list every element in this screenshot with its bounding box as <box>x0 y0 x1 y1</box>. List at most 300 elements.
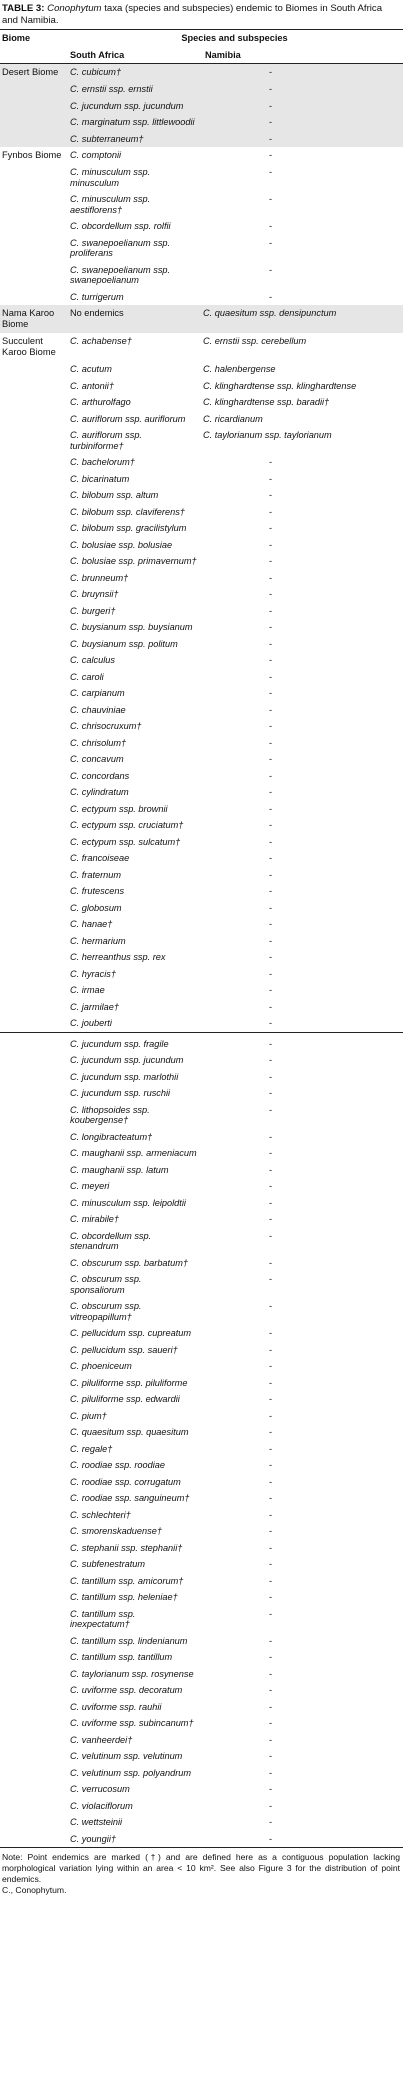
biome-cell: Succulent Karoo Biome <box>2 336 56 357</box>
namibia-taxon: - <box>269 194 273 204</box>
biome-cell <box>0 1682 66 1699</box>
table-row <box>0 1556 403 1573</box>
namibia-taxon: - <box>269 1181 273 1191</box>
table-row <box>0 1682 403 1699</box>
namibia-taxon: - <box>269 1148 273 1158</box>
south-africa-taxon: C. arthurolfago <box>70 397 131 407</box>
namibia-taxon: - <box>269 836 273 847</box>
south-africa-taxon: C. violaciflorum <box>70 1800 133 1811</box>
biome-cell <box>0 685 66 702</box>
south-africa-taxon: C. comptonii <box>70 150 122 160</box>
south-africa-taxon: C. cylindratum <box>70 787 129 797</box>
south-africa-taxon: C. obcordellum ssp. rolfii <box>70 221 171 231</box>
biome-cell <box>0 1069 66 1086</box>
biome-cell <box>0 1178 66 1195</box>
namibia-taxon: - <box>269 968 273 979</box>
biome-cell <box>0 1325 66 1342</box>
table-row <box>0 1715 403 1732</box>
namibia-taxon: - <box>269 264 273 275</box>
south-africa-taxon: C. acutum <box>70 364 112 374</box>
biome-cell <box>0 1228 66 1255</box>
biome-cell <box>0 1606 66 1633</box>
south-africa-taxon: C. chrisocruxum† <box>70 721 142 731</box>
south-africa-taxon: C. piluliforme ssp. edwardii <box>70 1394 180 1404</box>
namibia-taxon: - <box>269 221 273 231</box>
south-africa-taxon: C. ectypum ssp. sulcatum† <box>70 836 181 847</box>
biome-cell <box>0 1271 66 1298</box>
table-row <box>0 378 403 395</box>
biome-cell <box>0 817 66 834</box>
namibia-taxon: - <box>269 869 273 880</box>
table-row <box>0 1145 403 1162</box>
namibia-taxon: - <box>199 98 403 115</box>
table-row <box>0 685 403 702</box>
namibia-taxon: - <box>269 1608 273 1619</box>
biome-cell <box>0 1781 66 1798</box>
namibia-taxon: - <box>269 473 273 484</box>
table-row <box>0 1540 403 1557</box>
caption-label: TABLE 3: <box>2 3 45 14</box>
biome-cell <box>0 949 66 966</box>
header-species-group: Species and subspecies <box>66 30 403 47</box>
namibia-taxon: - <box>269 919 273 929</box>
south-africa-taxon: C. hermarium <box>70 935 126 946</box>
table-row <box>0 427 403 454</box>
biome-cell <box>0 1129 66 1146</box>
biome-cell <box>0 883 66 900</box>
namibia-taxon: - <box>269 952 273 962</box>
header-row-1 <box>0 30 403 47</box>
table-row <box>0 570 403 587</box>
biome-cell <box>0 378 66 395</box>
biome-cell <box>0 1391 66 1408</box>
table-row <box>0 751 403 768</box>
namibia-taxon: - <box>269 721 273 731</box>
namibia-taxon: - <box>269 167 273 177</box>
namibia-taxon: - <box>199 114 403 131</box>
table-row <box>0 636 403 653</box>
biome-cell <box>0 1490 66 1507</box>
table-row <box>0 147 403 164</box>
table-row <box>0 1633 403 1650</box>
biome-cell <box>0 586 66 603</box>
table-row <box>0 1589 403 1606</box>
namibia-taxon: - <box>269 754 273 764</box>
table-row <box>0 768 403 785</box>
header-row-2 <box>0 47 403 64</box>
table-row <box>0 1814 403 1831</box>
biome-cell <box>0 1457 66 1474</box>
table-row <box>0 1699 403 1716</box>
south-africa-taxon: C. roodiae ssp. roodiae <box>70 1460 165 1470</box>
south-africa-taxon: C. burgeri† <box>70 605 116 616</box>
south-africa-taxon: C. roodiae ssp. sanguineum† <box>70 1493 190 1503</box>
namibia-taxon: C. ernstii ssp. cerebellum <box>203 336 307 346</box>
biome-cell <box>0 1474 66 1491</box>
namibia-taxon: - <box>269 803 273 814</box>
table-row <box>0 1178 403 1195</box>
south-africa-taxon: C. francoiseae <box>70 853 130 863</box>
namibia-taxon: C. klinghardtense ssp. klinghardtense <box>203 380 357 391</box>
south-africa-taxon: C. tantillum ssp. inexpectatum† <box>70 1608 136 1629</box>
biome-cell <box>0 1715 66 1732</box>
south-africa-taxon: C. fraternum <box>70 869 122 880</box>
biome-cell <box>0 850 66 867</box>
biome-cell <box>0 933 66 950</box>
table-row <box>0 305 403 333</box>
biome-cell <box>0 1765 66 1782</box>
table-row <box>0 1748 403 1765</box>
namibia-taxon: - <box>269 1767 273 1778</box>
biome-cell <box>0 652 66 669</box>
table-row <box>0 949 403 966</box>
biome-cell <box>0 966 66 983</box>
table-row <box>0 1085 403 1102</box>
namibia-taxon: - <box>269 1001 273 1012</box>
table-row <box>0 411 403 428</box>
table-row <box>0 900 403 917</box>
south-africa-taxon: C. caroli <box>70 671 104 682</box>
south-africa-taxon: C. jucundum ssp. marlothii <box>70 1071 179 1082</box>
namibia-taxon: - <box>269 1197 273 1208</box>
south-africa-taxon: C. subfenestratum <box>70 1559 146 1569</box>
biome-cell <box>0 1831 66 1848</box>
biome-cell <box>0 1507 66 1524</box>
table-row <box>0 1195 403 1212</box>
namibia-taxon: - <box>269 1410 273 1421</box>
biome-cell <box>0 570 66 587</box>
south-africa-taxon: C. minusculum ssp. aestiflorens† <box>70 194 151 215</box>
table-row <box>0 966 403 983</box>
table-row <box>0 1325 403 1342</box>
biome-cell <box>0 1649 66 1666</box>
table-row <box>0 504 403 521</box>
biome-cell <box>0 867 66 884</box>
table-row <box>0 1408 403 1425</box>
namibia-taxon: - <box>269 1476 273 1487</box>
table-row <box>0 191 403 218</box>
table-row <box>0 218 403 235</box>
south-africa-taxon: C. youngii† <box>66 1831 199 1848</box>
table-row <box>0 1424 403 1441</box>
south-africa-taxon: C. jarmilae† <box>70 1001 120 1012</box>
table-row <box>0 333 403 361</box>
biome-cell <box>0 520 66 537</box>
biome-cell <box>0 1195 66 1212</box>
namibia-taxon: - <box>269 638 273 649</box>
table-row <box>0 235 403 262</box>
south-africa-taxon: C. obcordellum ssp. stenandrum <box>70 1230 152 1251</box>
namibia-taxon: - <box>269 704 273 715</box>
table-row <box>0 1102 403 1129</box>
south-africa-taxon: C. cubicum† <box>66 64 199 82</box>
biome-cell <box>0 131 66 148</box>
south-africa-taxon: C. minusculum ssp. minusculum <box>70 167 151 188</box>
namibia-taxon: - <box>269 1131 273 1142</box>
header-south-africa: South Africa <box>66 47 199 64</box>
namibia-taxon: - <box>269 1071 273 1082</box>
biome-cell <box>0 1358 66 1375</box>
table-row <box>0 1069 403 1086</box>
biome-cell <box>0 235 66 262</box>
table-row <box>0 289 403 306</box>
namibia-taxon: - <box>269 1635 273 1646</box>
biome-cell: Nama Karoo Biome <box>0 305 66 333</box>
namibia-taxon: - <box>269 490 273 500</box>
south-africa-taxon: C. turrigerum <box>70 291 124 302</box>
table-row <box>0 702 403 719</box>
south-africa-taxon: C. jucundum ssp. ruschii <box>70 1088 171 1098</box>
table-row <box>0 64 403 82</box>
table-row <box>0 537 403 554</box>
namibia-taxon: - <box>269 655 273 665</box>
namibia-taxon: - <box>199 1831 403 1848</box>
biome-cell <box>0 553 66 570</box>
table-row <box>0 553 403 570</box>
table-row <box>0 1342 403 1359</box>
biome-cell <box>0 1798 66 1815</box>
south-africa-taxon: C. maughanii ssp. latum <box>70 1164 169 1175</box>
namibia-taxon: - <box>269 1526 273 1536</box>
biome-cell <box>0 1015 66 1032</box>
biome-cell <box>0 1375 66 1392</box>
table-row <box>0 735 403 752</box>
south-africa-taxon: C. stephanii ssp. stephanii† <box>70 1542 183 1553</box>
south-africa-taxon: C. subterraneum† <box>66 131 199 148</box>
namibia-taxon: - <box>269 539 273 550</box>
table-row <box>0 1228 403 1255</box>
namibia-taxon: - <box>269 589 273 599</box>
namibia-taxon: - <box>269 671 273 682</box>
table-body <box>0 64 403 1848</box>
biome-cell <box>0 1814 66 1831</box>
namibia-taxon: - <box>269 605 273 616</box>
namibia-taxon: - <box>269 622 273 632</box>
biome-cell <box>0 1052 66 1069</box>
table-row <box>0 1375 403 1392</box>
biome-cell <box>0 1211 66 1228</box>
abbreviation-text: C., Conophytum. <box>2 1885 67 1896</box>
table-row <box>0 982 403 999</box>
biome-cell <box>0 394 66 411</box>
biome-cell <box>0 98 66 115</box>
biome-cell <box>0 81 66 98</box>
namibia-taxon: - <box>269 902 273 913</box>
table-row <box>0 1298 403 1325</box>
table-row <box>0 1573 403 1590</box>
namibia-taxon: - <box>269 523 273 533</box>
biome-cell <box>0 900 66 917</box>
south-africa-taxon: C. roodiae ssp. corrugatum <box>70 1476 181 1487</box>
biome-cell <box>0 1732 66 1749</box>
biome-cell <box>0 487 66 504</box>
biome-cell <box>0 1342 66 1359</box>
biome-cell <box>0 916 66 933</box>
biome-cell <box>0 218 66 235</box>
south-africa-taxon: C. brunneum† <box>70 572 129 583</box>
namibia-taxon: - <box>269 572 273 583</box>
south-africa-taxon: C. meyeri <box>70 1181 110 1191</box>
table-row <box>0 1015 403 1032</box>
namibia-taxon: - <box>269 886 273 896</box>
south-africa-taxon: C. uviforme ssp. subincanum† <box>70 1718 194 1728</box>
biome-cell <box>0 1666 66 1683</box>
table-row <box>0 817 403 834</box>
south-africa-taxon: C. pellucidum ssp. cupreatum <box>70 1328 192 1338</box>
namibia-taxon: - <box>269 1443 273 1454</box>
table-row <box>0 1490 403 1507</box>
biome-cell <box>0 361 66 378</box>
biome-cell <box>0 636 66 653</box>
south-africa-taxon: C. schlechteri† <box>70 1509 131 1520</box>
biome-cell <box>0 504 66 521</box>
south-africa-taxon: C. jouberti <box>70 1018 112 1028</box>
caption-genus: Conophytum <box>47 3 102 14</box>
table-row <box>0 1211 403 1228</box>
south-africa-taxon: C. piluliforme ssp. piluliforme <box>70 1377 188 1388</box>
table-row <box>0 1457 403 1474</box>
south-africa-taxon: C. bolusiae ssp. primavernum† <box>70 556 197 566</box>
south-africa-taxon: C. velutinum ssp. polyandrum <box>70 1767 192 1778</box>
biome-cell <box>0 1748 66 1765</box>
namibia-taxon: - <box>269 737 273 748</box>
table-row <box>0 454 403 471</box>
namibia-taxon: - <box>269 1088 273 1098</box>
south-africa-taxon: C. ernstii ssp. ernstii <box>66 81 199 98</box>
namibia-taxon: - <box>269 1164 273 1175</box>
table-row <box>0 784 403 801</box>
header-biome: Biome <box>0 30 66 47</box>
namibia-taxon: - <box>269 787 273 797</box>
biome-cell <box>0 1408 66 1425</box>
namibia-taxon: - <box>269 1274 273 1284</box>
south-africa-taxon: C. regale† <box>70 1443 113 1454</box>
namibia-taxon: - <box>269 853 273 863</box>
namibia-taxon: - <box>269 1301 273 1311</box>
caption-text: taxa (species and subspecies) endemic to Biomes in South Africa and Namibia. <box>2 3 383 26</box>
south-africa-taxon: C. tantillum ssp. heleniae† <box>70 1592 178 1602</box>
south-africa-taxon: C. tantillum ssp. tantillum <box>70 1652 173 1662</box>
south-africa-taxon: C. auriflorum ssp. turbiniforme† <box>70 430 142 451</box>
south-africa-taxon: C. tantillum ssp. amicorum† <box>70 1575 184 1586</box>
biome-cell <box>0 1255 66 1272</box>
biome-cell <box>0 454 66 471</box>
biome-cell <box>0 114 66 131</box>
biome-cell <box>0 1556 66 1573</box>
namibia-taxon: - <box>269 1668 273 1679</box>
namibia-taxon: - <box>269 820 273 830</box>
south-africa-taxon: C. minusculum ssp. leipoldtii <box>70 1197 186 1208</box>
south-africa-taxon: C. bilobum ssp. gracilistylum <box>70 523 187 533</box>
table-row <box>0 1032 403 1052</box>
namibia-taxon: C. halenbergense <box>203 364 276 374</box>
namibia-taxon: C. klinghardtense ssp. baradii† <box>203 397 330 407</box>
namibia-taxon: - <box>269 1800 273 1811</box>
south-africa-taxon: C. jucundum ssp. fragile <box>66 1032 199 1052</box>
south-africa-taxon: C. irmae <box>70 985 105 995</box>
biome-cell <box>0 289 66 306</box>
south-africa-taxon: C. mirabile† <box>70 1214 120 1224</box>
biome-cell <box>0 603 66 620</box>
biome-cell <box>0 1085 66 1102</box>
table-row <box>0 1162 403 1179</box>
namibia-taxon: - <box>199 1032 403 1052</box>
namibia-taxon: - <box>269 1652 273 1662</box>
table-row <box>0 81 403 98</box>
biome-cell <box>0 262 66 289</box>
south-africa-taxon: C. lithopsoides ssp. koubergense† <box>70 1104 150 1125</box>
namibia-taxon: - <box>269 1575 273 1586</box>
table-row <box>0 652 403 669</box>
namibia-taxon: - <box>269 237 273 248</box>
south-africa-taxon: C. concavum <box>70 754 124 764</box>
table-row <box>0 883 403 900</box>
south-africa-taxon: C. concordans <box>70 770 130 781</box>
table-row <box>0 1732 403 1749</box>
south-africa-taxon: C. hyracis† <box>70 968 116 979</box>
south-africa-taxon: C. obscurum ssp. barbatum† <box>70 1257 188 1268</box>
namibia-taxon: - <box>269 556 273 566</box>
biome-cell <box>0 1633 66 1650</box>
namibia-taxon: - <box>269 457 273 467</box>
namibia-taxon: - <box>269 291 273 302</box>
namibia-taxon: - <box>269 1257 273 1268</box>
table-row <box>0 916 403 933</box>
namibia-taxon: - <box>269 985 273 995</box>
endemics-table <box>0 29 403 1848</box>
table-row <box>0 394 403 411</box>
south-africa-taxon: C. uviforme ssp. rauhii <box>70 1701 162 1712</box>
namibia-taxon: - <box>269 150 273 160</box>
south-africa-taxon: C. bilobum ssp. altum <box>70 490 159 500</box>
table-row <box>0 1831 403 1848</box>
table-row <box>0 669 403 686</box>
south-africa-taxon: C. uviforme ssp. decoratum <box>70 1685 183 1695</box>
table-row <box>0 867 403 884</box>
south-africa-taxon: C. smorenskaduense† <box>70 1526 162 1536</box>
abbreviation-note <box>0 1884 403 1896</box>
namibia-taxon: - <box>269 1230 273 1241</box>
biome-cell <box>0 1145 66 1162</box>
table-row <box>0 487 403 504</box>
south-africa-taxon: C. swanepoelianum ssp. swanepoelianum <box>70 264 171 285</box>
biome-cell <box>0 1573 66 1590</box>
south-africa-taxon: C. phoeniceum <box>70 1361 132 1371</box>
table-row <box>0 850 403 867</box>
namibia-taxon: - <box>269 1509 273 1520</box>
namibia-taxon: - <box>269 1817 273 1827</box>
south-africa-taxon: No endemics <box>66 305 199 333</box>
namibia-taxon: - <box>269 1751 273 1761</box>
south-africa-taxon: C. hanae† <box>70 919 113 929</box>
south-africa-taxon: C. buysianum ssp. politum <box>70 638 178 649</box>
namibia-taxon: C. taylorianum ssp. taylorianum <box>203 430 332 440</box>
namibia-taxon: - <box>269 1734 273 1745</box>
table-row <box>0 520 403 537</box>
namibia-taxon: - <box>269 1328 273 1338</box>
south-africa-taxon: C. ectypum ssp. brownii <box>70 803 168 814</box>
biome-cell <box>0 1162 66 1179</box>
namibia-taxon: - <box>269 1542 273 1553</box>
namibia-taxon: - <box>269 1394 273 1404</box>
table-row <box>0 933 403 950</box>
south-africa-taxon: C. frutescens <box>70 886 125 896</box>
south-africa-taxon: C. jucundum ssp. jucundum <box>70 1055 184 1065</box>
biome-cell <box>0 999 66 1016</box>
namibia-taxon: - <box>269 1493 273 1503</box>
table-row <box>0 1358 403 1375</box>
south-africa-taxon: C. verrucosum <box>70 1784 130 1794</box>
